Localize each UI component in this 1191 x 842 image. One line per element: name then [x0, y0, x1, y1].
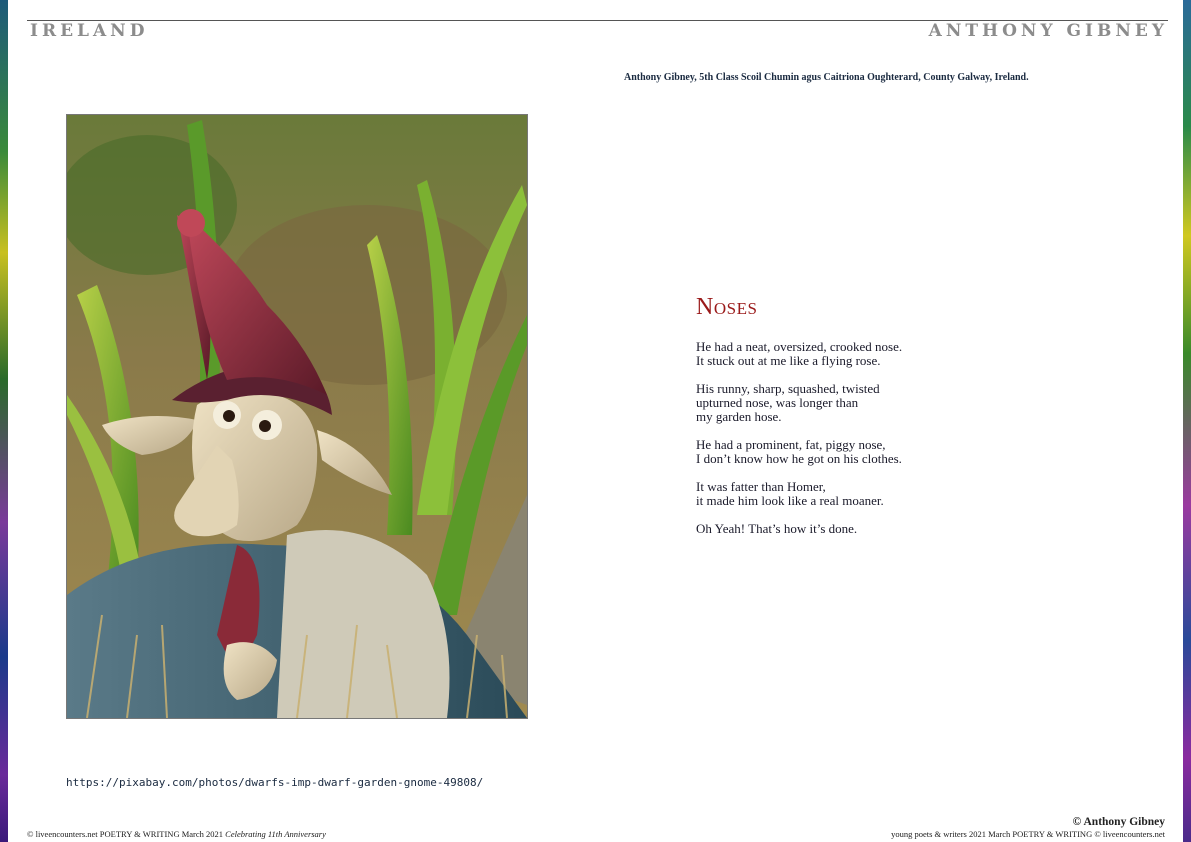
header-country: IRELAND [30, 21, 149, 41]
copyright-notice: © Anthony Gibney [1072, 816, 1165, 828]
poem-stanza [696, 382, 1096, 424]
poem-line: It stuck out at me like a flying rose. [696, 353, 881, 368]
poem-line: He had a neat, oversized, crooked nose. [696, 339, 903, 354]
decorative-right-border [1183, 0, 1191, 842]
poem-line: it made him look like a real moaner. [696, 493, 884, 508]
footer-anniversary: Celebrating 11th Anniversary [225, 829, 326, 839]
poem-line: I don’t know how he got on his clothes. [696, 451, 902, 466]
poem-line: Oh Yeah! That’s how it’s done. [696, 521, 858, 536]
poem-stanza [696, 438, 1096, 466]
poem-title: Noses [696, 294, 758, 320]
footer-right: young poets & writers 2021 March POETRY & WRITING © liveencounters.net [891, 829, 1165, 839]
poem-stanza [696, 480, 1096, 508]
footer-left-text: © liveencounters.net POETRY & WRITING March 2021 [27, 829, 224, 839]
decorative-left-border [0, 0, 8, 842]
poem-stanza [696, 522, 1096, 536]
poem-line: His runny, sharp, squashed, twisted [696, 381, 880, 396]
poem-body [696, 340, 1096, 550]
author-byline: Anthony Gibney, 5th Class Scoil Chumin agus Caitriona Oughterard, County Galway, Ireland. [624, 72, 1029, 83]
poem-line: upturned nose, was longer than [696, 395, 859, 410]
image-source-link[interactable]: https://pixabay.com/photos/dwarfs-imp-dwarf-garden-gnome-49808/ [66, 776, 484, 789]
footer-left [27, 829, 326, 839]
header-author: ANTHONY GIBNEY [928, 21, 1168, 41]
poem-line: my garden hose. [696, 409, 782, 424]
garden-gnome-photo [66, 114, 528, 719]
poem-line: He had a prominent, fat, piggy nose, [696, 437, 886, 452]
poem-line: It was fatter than Homer, [696, 479, 826, 494]
poem-stanza [696, 340, 1096, 368]
